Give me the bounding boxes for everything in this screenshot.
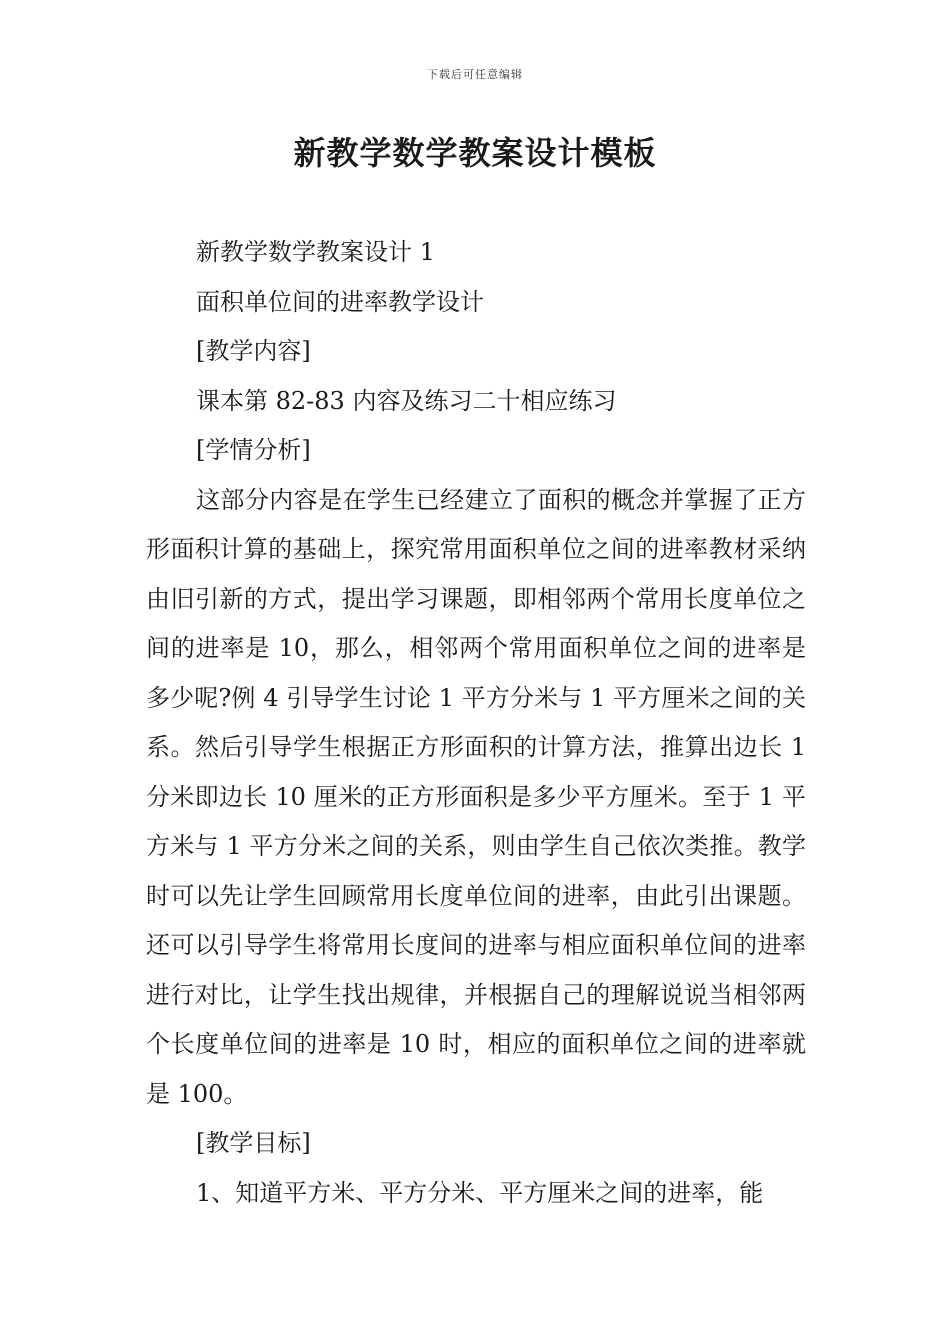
section-teaching-content: [教学内容] (196, 337, 311, 365)
analysis-paragraph: 这部分内容是在学生已经建立了面积的概念并掌握了正方形面积计算的基础上，探究常用面积单位之间的进率教材采纳由旧引新的方式，提出学习课题，即相邻两个常用长度单位之间的进率是 10，那么，相邻两个常用面积单位之间的进率是多少呢?例 4 引导学生讨论 1 平方分米与 1 平方厘米之间的关系。然后引导学生根据正方形面积的计算方法，推算出边长 1 分米即边长 10 厘米的正方形面积是多少平方厘米。至于 1 平方米与 1 平方分米之间的关系，则由学生自己依次类推。教学时可以先让学生回顾常用长度单位间的进率，由此引出课题。还可以引导学生将常用长度间的进率与相应面积单位间的进率进行对比，让学生找出规律，并根据自己的理解说说当相邻两个长度单位间的进率是 10 时，相应的面积单位之间的进率就是 100。 (146, 485, 806, 1108)
document-body (146, 228, 806, 1218)
heading-lesson-1: 新教学数学教案设计 1 (196, 238, 435, 266)
header-note: 下载后可任意编辑 (427, 68, 523, 81)
goal-item-1: 1、知道平方米、平方分米、平方厘米之间的进率，能 (196, 1178, 764, 1207)
heading-lesson-topic: 面积单位间的进率教学设计 (196, 287, 484, 316)
section-student-analysis: [学情分析] (196, 436, 311, 464)
section-teaching-goals: [教学目标] (196, 1129, 311, 1157)
content-text: 课本第 82-83 内容及练习二十相应练习 (196, 386, 617, 415)
document-title: 新教学数学教案设计模板 (293, 134, 657, 172)
